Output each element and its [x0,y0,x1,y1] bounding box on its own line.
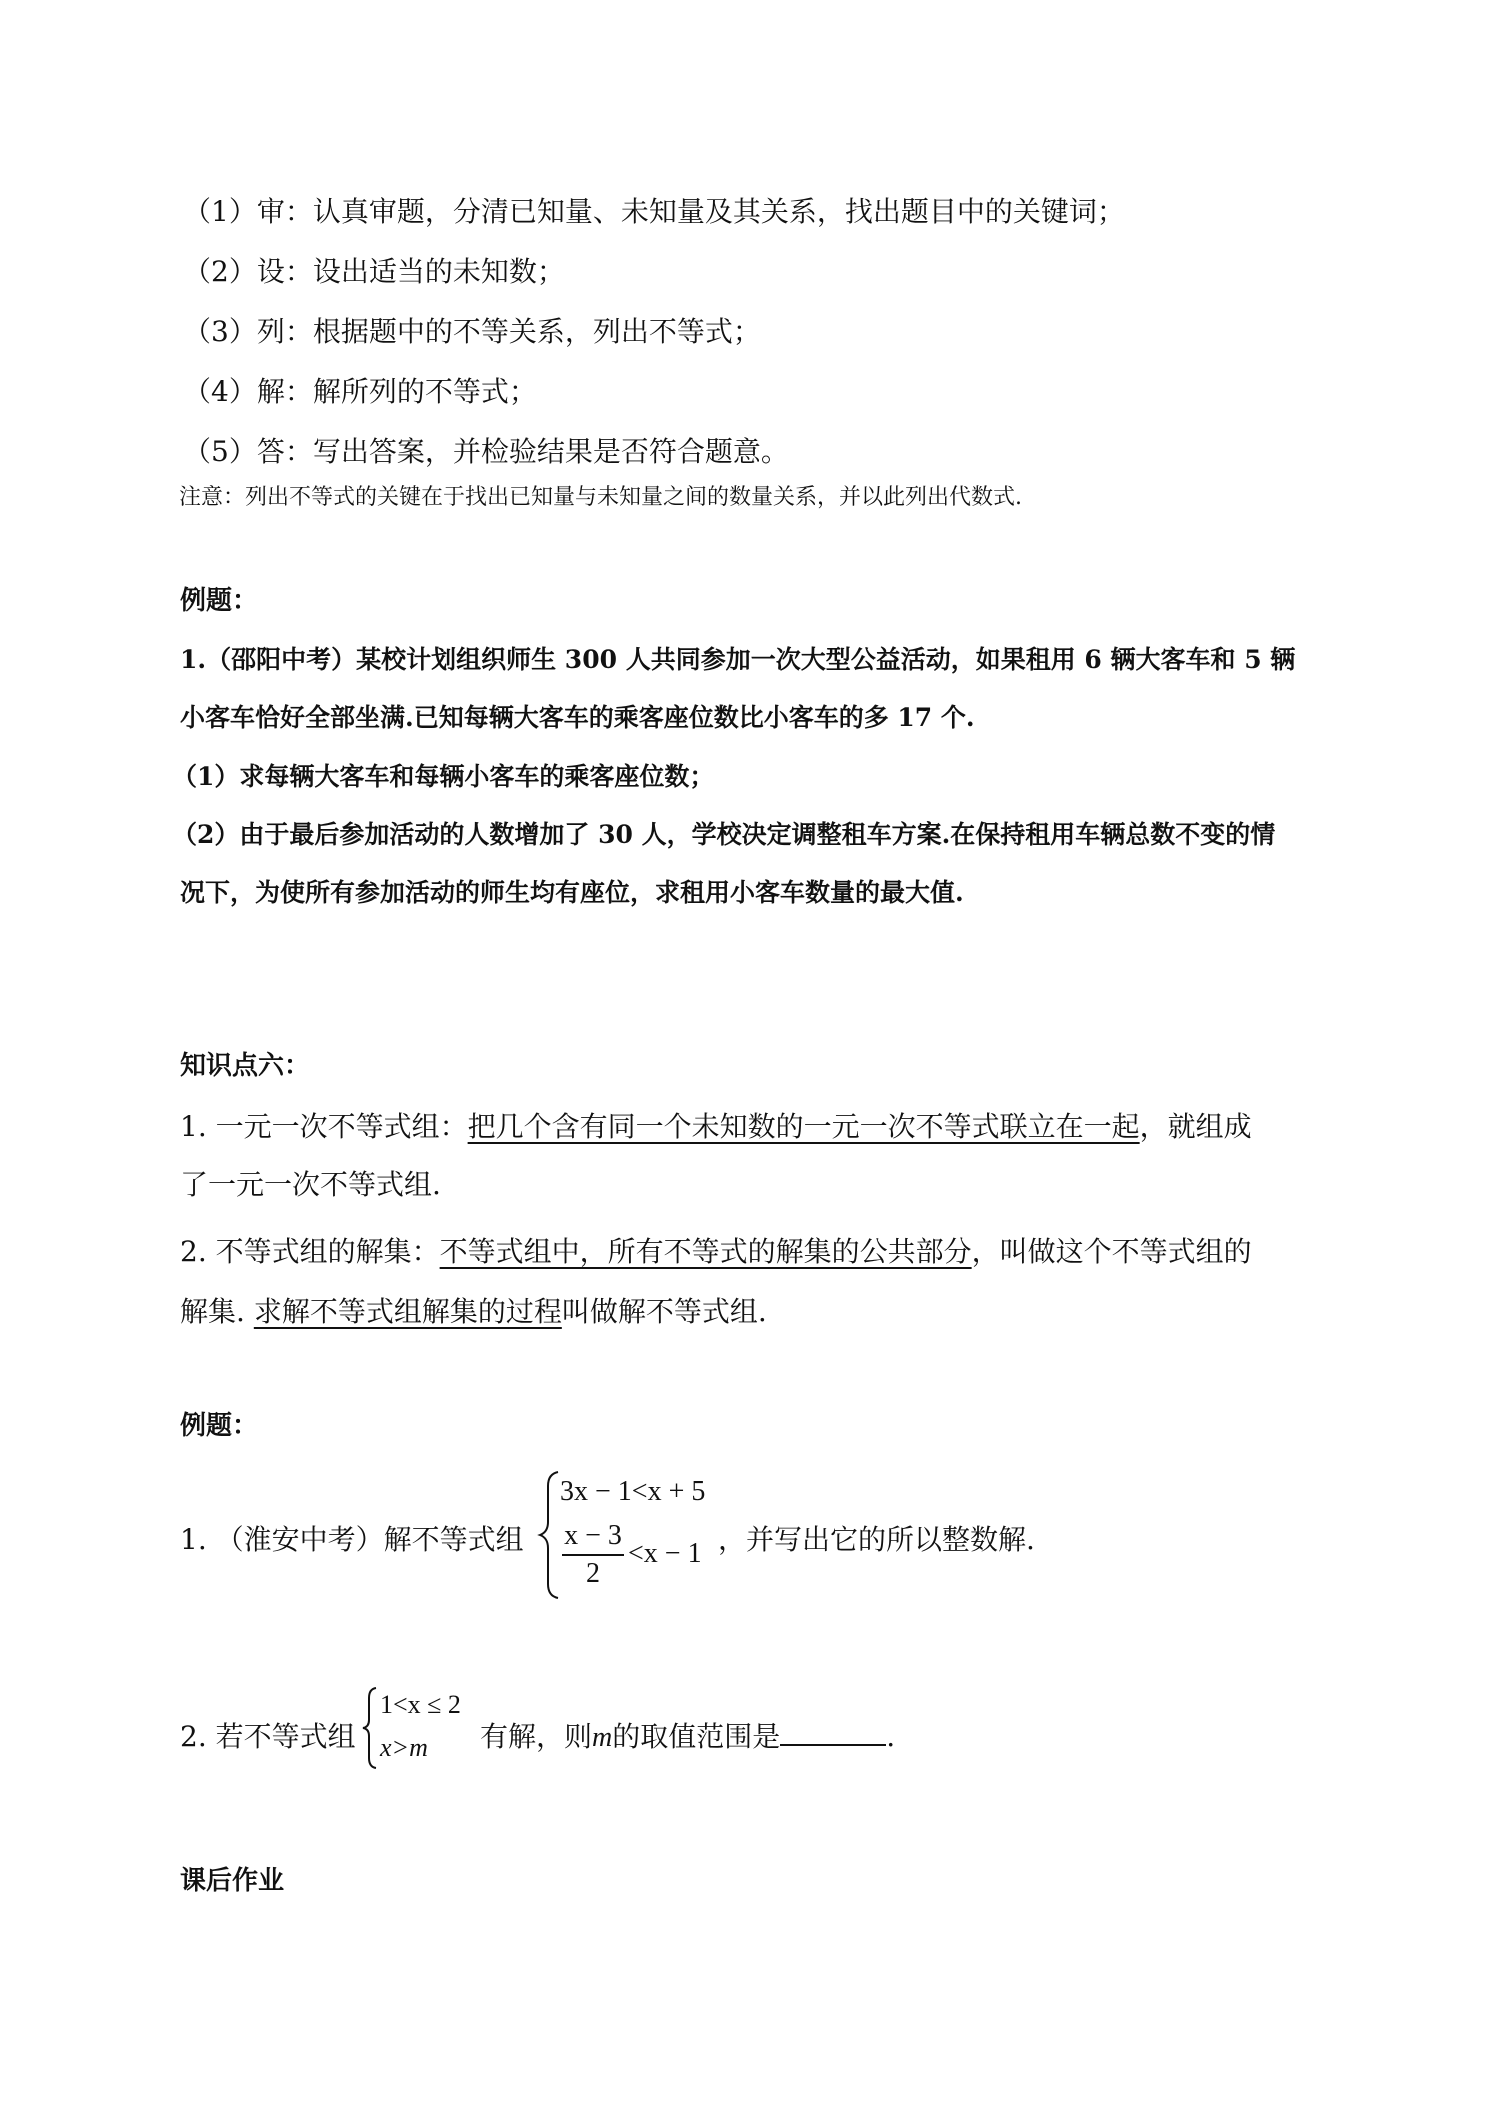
knowledge-p2-suffix: ，叫做这个不等式组的 [971,1235,1252,1268]
example2-p1-suffix: ，并写出它的所以整数解. [718,1523,1035,1556]
left-brace-icon [538,1470,560,1600]
variable-m: m [592,1722,613,1753]
system1-eq2-rhs: <x − 1 [628,1538,702,1569]
example1-q1: （1）求每辆大客车和每辆小客车的乘客座位数； [172,762,715,791]
system2-eq1: 1<x ≤ 2 [380,1690,461,1719]
example1-line2: 小客车恰好全部坐满.已知每辆大客车的乘客座位数比小客车的多 17 个. [180,703,975,732]
example2-p2-rest [480,1715,895,1755]
knowledge-p2-line2-suffix: 叫做解不等式组. [561,1295,767,1328]
step-3: （3）列：根据题中的不等关系，列出不等式； [183,315,761,348]
knowledge-p1-line2: 了一元一次不等式组. [180,1168,441,1201]
example1-q2-line2: 况下，为使所有参加活动的师生均有座位，求租用小客车数量的最大值. [180,878,964,907]
example2-p1-prefix: 1. （淮安中考）解不等式组 [180,1523,524,1556]
fraction-denominator: 2 [586,1558,600,1589]
knowledge-p2-definition: 不等式组中，所有不等式的解集的公共部分 [439,1235,972,1268]
knowledge-p2-line2-prefix: 解集. [180,1295,254,1328]
system1-eq1: 3x − 1<x + 5 [560,1476,706,1507]
example2-p2-mid: 有解，则 [480,1720,593,1753]
example1-q2-line1: （2）由于最后参加活动的人数增加了 30 人，学校决定调整租车方案.在保持租用车辆总数不变的情 [172,820,1276,849]
left-brace-icon-2 [362,1686,378,1770]
step-4: （4）解：解所列的不等式； [183,375,537,408]
step-1: （1）审：认真审题，分清已知量、未知量及其关系，找出题目中的关键词； [183,195,1125,228]
knowledge-p2 [180,1230,1252,1270]
system1-fraction [562,1520,624,1590]
fraction-numerator: x − 3 [564,1520,622,1551]
period: . [886,1720,896,1753]
knowledge-p2-prefix: 2. 不等式组的解集： [180,1235,440,1268]
knowledge-p2-line2-definition: 求解不等式组解集的过程 [253,1295,562,1328]
knowledge-p1-prefix: 1. 一元一次不等式组： [180,1110,468,1143]
knowledge-p2-line2 [180,1290,767,1330]
step-2: （2）设：设出适当的未知数； [183,255,565,288]
example2-heading: 例题： [180,1411,259,1441]
example1-line1: 1.（邵阳中考）某校计划组织师生 300 人共同参加一次大型公益活动，如果租用 6 辆大客车和 5 辆 [180,645,1296,674]
knowledge-p1-suffix: ，就组成 [1139,1110,1252,1143]
knowledge-p1-definition: 把几个含有同一个未知数的一元一次不等式联立在一起 [467,1110,1140,1143]
example-heading: 例题： [180,586,259,616]
knowledge-heading: 知识点六： [180,1051,311,1081]
example2-p2-suffix: 的取值范围是 [612,1720,781,1753]
answer-blank [780,1720,886,1746]
system2-eq2: x>m [380,1733,428,1762]
fraction-bar [562,1554,624,1556]
knowledge-p1 [180,1105,1252,1145]
homework-heading: 课后作业 [180,1866,285,1896]
example2-p2-prefix: 2. 若不等式组 [180,1720,356,1753]
step-5: （5）答：写出答案，并检验结果是否符合题意。 [183,435,789,468]
note: 注意：列出不等式的关键在于找出已知量与未知量之间的数量关系，并以此列出代数式. [179,485,1022,510]
